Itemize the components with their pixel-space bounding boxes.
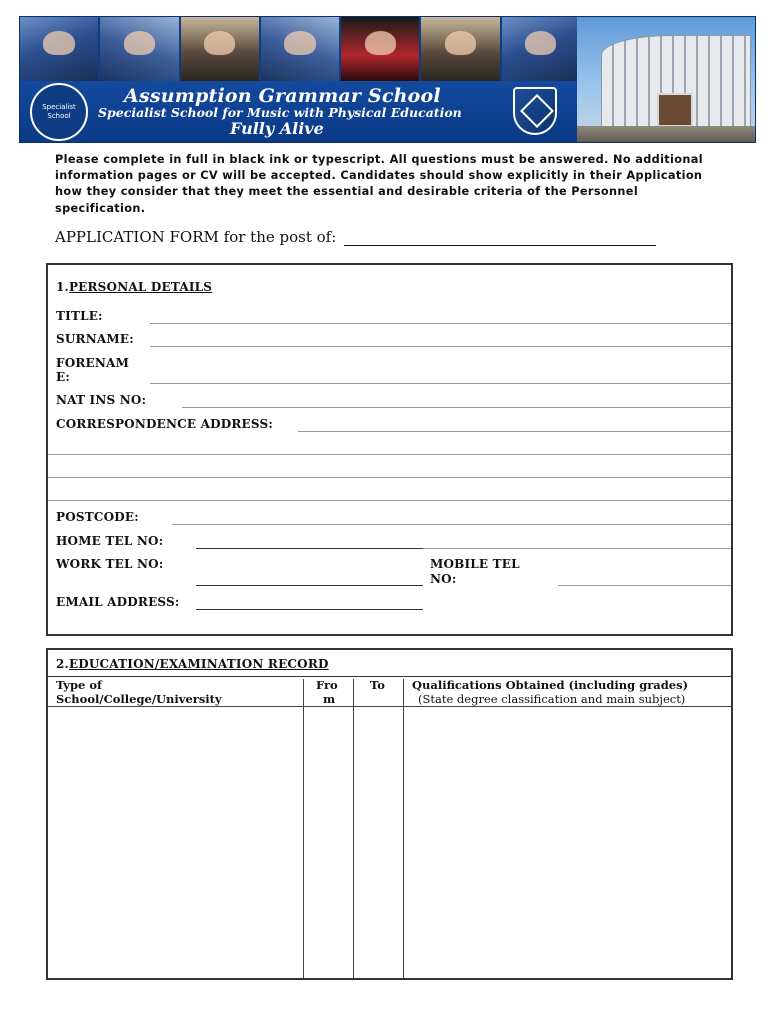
- surname-label: SURNAME:: [56, 332, 134, 346]
- address-label: CORRESPONDENCE ADDRESS:: [56, 417, 273, 431]
- title-field[interactable]: [150, 323, 731, 324]
- photo-students-2: [100, 17, 178, 81]
- photo-students-4: [261, 17, 339, 81]
- forename-label-line1: FORENAM: [56, 356, 130, 370]
- email-field[interactable]: [196, 609, 423, 610]
- address-field-2[interactable]: [48, 454, 731, 455]
- mobile-label-line2: NO:: [430, 572, 457, 586]
- instructions-text: Please complete in full in black ink or typescript. All questions must be answered. No additional information pages or CV will be accepted. Candidates should show explicitly in their Application how they consider that they meet the essential and desirable criteria of the Personnel specification.: [55, 153, 703, 215]
- type-column-cell[interactable]: [48, 707, 303, 978]
- school-building-photo: [577, 17, 755, 143]
- ni-label: NAT INS NO:: [56, 393, 147, 407]
- postcode-label: POSTCODE:: [56, 510, 139, 524]
- home-tel-label: HOME TEL NO:: [56, 534, 164, 548]
- school-subtitle: Specialist School for Music with Physical Education: [98, 105, 462, 120]
- from-column-cell[interactable]: [304, 707, 353, 978]
- postcode-field[interactable]: [172, 524, 731, 525]
- mobile-label-line1: MOBILE TEL: [430, 557, 520, 571]
- col-from-header-line1: Fro: [316, 678, 338, 692]
- school-crest-icon: [513, 87, 557, 135]
- personal-section-title: PERSONAL DETAILS: [68, 280, 213, 294]
- home-tel-rule-right: [423, 548, 731, 549]
- email-label: EMAIL ADDRESS:: [56, 595, 180, 609]
- surname-field[interactable]: [150, 346, 731, 347]
- photo-students-1: [20, 17, 98, 81]
- education-section: [46, 648, 733, 980]
- personal-section-number: 1.: [56, 280, 69, 294]
- address-field-3[interactable]: [48, 477, 731, 478]
- ni-field[interactable]: [182, 407, 731, 408]
- photo-students-5: [341, 17, 419, 81]
- post-label: APPLICATION FORM for the post of:: [55, 228, 337, 246]
- home-tel-field[interactable]: [196, 548, 423, 549]
- col-to-header: To: [370, 678, 385, 692]
- title-label: TITLE:: [56, 309, 103, 323]
- post-input-line[interactable]: [344, 232, 656, 246]
- forename-label-line2: E:: [56, 370, 70, 384]
- education-title-rule: [48, 676, 731, 677]
- to-column-cell[interactable]: [354, 707, 403, 978]
- photo-students-3: [181, 17, 259, 81]
- school-banner: [19, 16, 756, 143]
- work-tel-field[interactable]: [196, 585, 423, 586]
- education-section-title: EDUCATION/EXAMINATION RECORD: [68, 657, 329, 671]
- work-tel-label: WORK TEL NO:: [56, 557, 164, 571]
- building-entrance: [657, 93, 693, 127]
- address-field-4[interactable]: [48, 500, 731, 501]
- col-from-header-line2: m: [323, 692, 336, 706]
- qualifications-column-cell[interactable]: [404, 707, 731, 978]
- photo-students-6: [421, 17, 499, 81]
- personal-details-section: [46, 263, 733, 636]
- photo-collage: [20, 17, 580, 81]
- address-field-1[interactable]: [298, 431, 731, 432]
- seal-text: Specialist School: [42, 103, 76, 120]
- school-motto: Fully Alive: [230, 119, 324, 138]
- education-section-number: 2.: [56, 657, 69, 671]
- specialist-school-seal-icon: [30, 83, 88, 141]
- education-section-heading: [56, 657, 329, 671]
- post-line: [55, 228, 656, 246]
- col-qual-subheader: (State degree classification and main subject): [418, 692, 686, 706]
- school-name: Assumption Grammar School: [124, 85, 441, 107]
- forename-field[interactable]: [150, 383, 731, 384]
- mobile-tel-field[interactable]: [558, 585, 731, 586]
- personal-section-heading: [56, 280, 212, 294]
- col-qual-header: Qualifications Obtained (including grades): [412, 678, 689, 692]
- photo-students-7: [502, 17, 580, 81]
- col-type-header: Type of School/College/University: [56, 678, 222, 706]
- building-ground: [577, 126, 755, 143]
